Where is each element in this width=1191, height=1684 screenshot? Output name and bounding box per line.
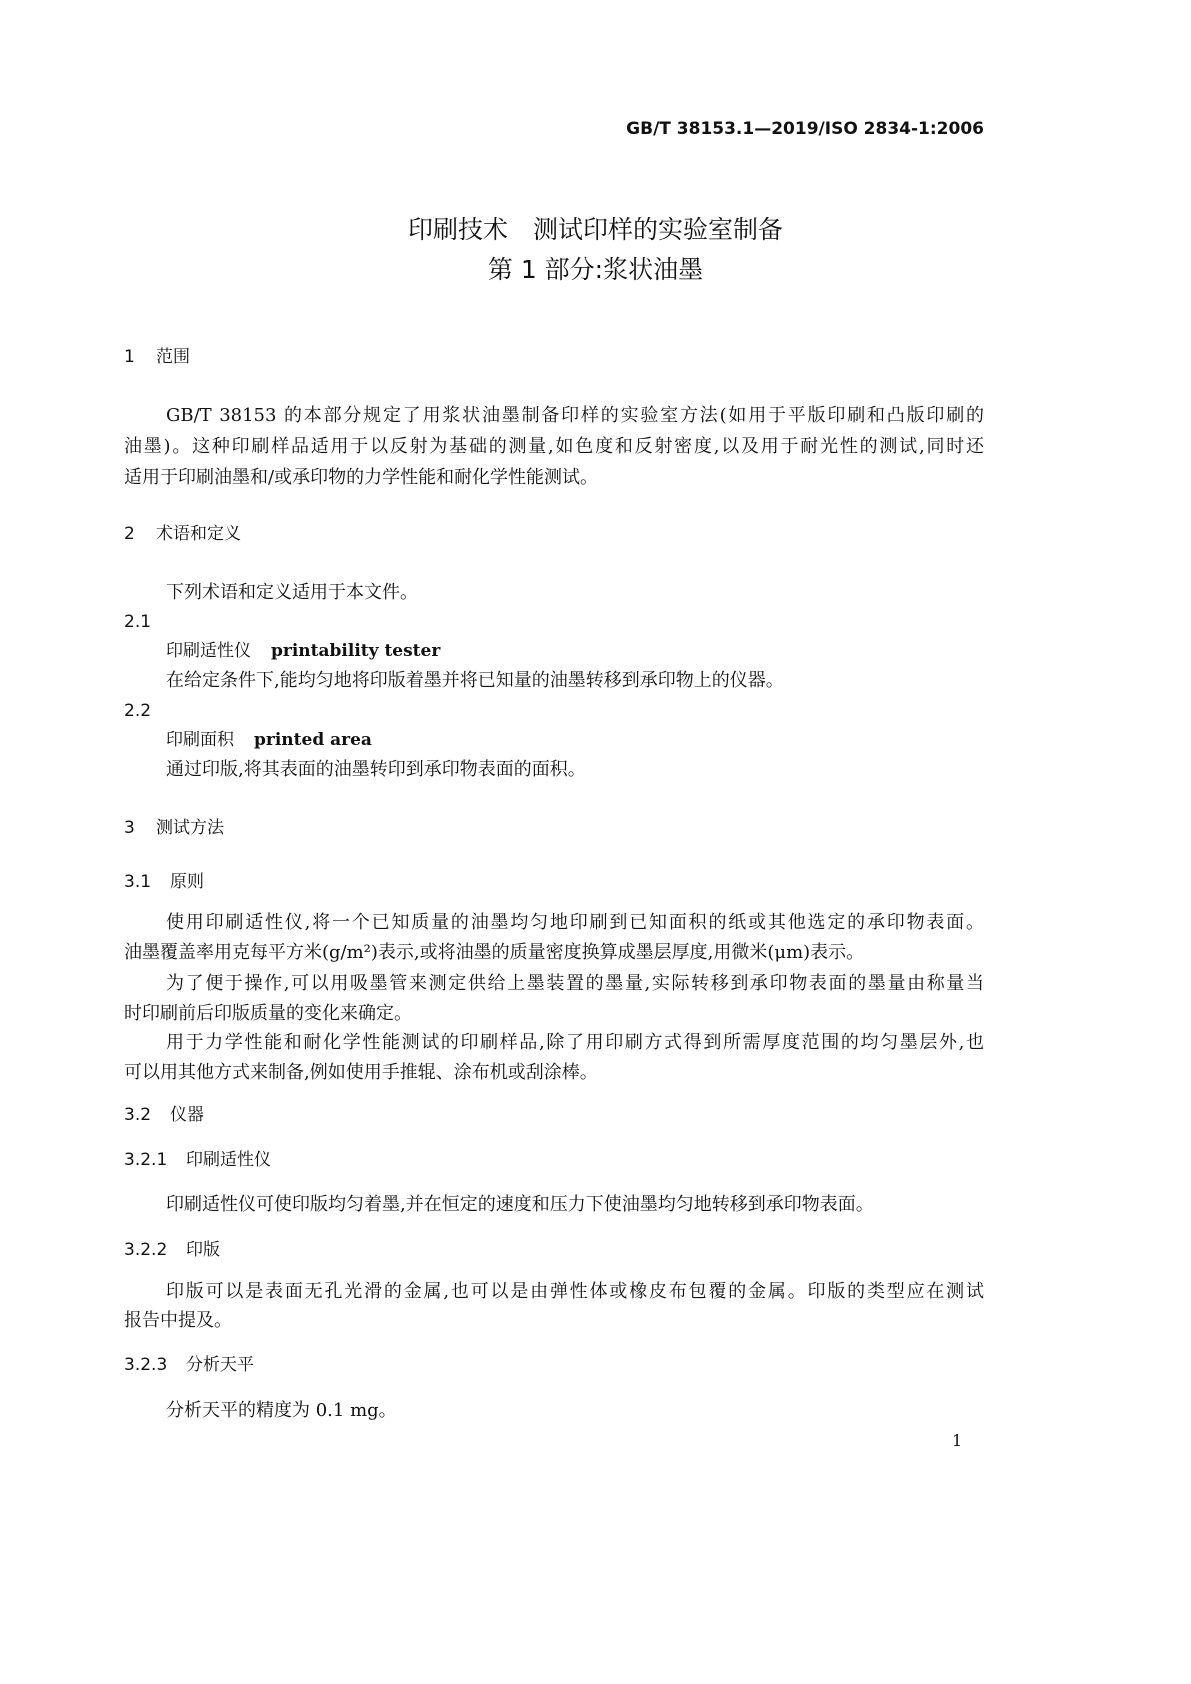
section-number: 3.2.2 bbox=[124, 1240, 168, 1260]
paragraph-line: 使用印刷适性仪,将一个已知质量的油墨均匀地印刷到已知面积的纸或其他选定的承印物表面。 bbox=[166, 912, 984, 933]
paragraph-line: GB/T 38153 的本部分规定了用浆状油墨制备印样的实验室方法(如用于平版印刷和凸版印刷的 bbox=[166, 405, 984, 426]
term-en: printability tester bbox=[271, 641, 441, 661]
paragraph-line: 油墨覆盖率用克每平方米(g/m²)表示,或将油墨的质量密度换算成墨层厚度,用微米(μm)表示。 bbox=[124, 942, 865, 963]
section-title: 测试方法 bbox=[156, 818, 224, 838]
section-title: 术语和定义 bbox=[156, 524, 241, 544]
term-entry bbox=[166, 640, 440, 662]
paragraph-line: 报告中提及。 bbox=[124, 1310, 232, 1331]
section-title: 印刷适性仪 bbox=[186, 1150, 271, 1170]
term-number: 2.2 bbox=[124, 701, 152, 721]
paragraph-line: 用于力学性能和耐化学性能测试的印刷样品,除了用印刷方式得到所需厚度范围的均匀墨层外,也 bbox=[166, 1032, 984, 1053]
section-number: 2 bbox=[124, 524, 135, 544]
paragraph-line: 油墨)。这种印刷样品适用于以反射为基础的测量,如色度和反射密度,以及用于耐光性的测试,同时还 bbox=[124, 436, 984, 457]
section-number: 3.1 bbox=[124, 872, 152, 892]
term-en: printed area bbox=[254, 730, 372, 750]
section-3-1-heading bbox=[124, 871, 204, 893]
section-title: 仪器 bbox=[170, 1105, 204, 1125]
section-title: 原则 bbox=[170, 872, 204, 892]
section-3-2-2-heading bbox=[124, 1239, 220, 1261]
section-3-2-3-heading bbox=[124, 1354, 254, 1376]
standard-code: GB/T 38153.1—2019/ISO 2834-1:2006 bbox=[626, 119, 984, 139]
section-number: 1 bbox=[124, 347, 135, 367]
term-definition: 通过印版,将其表面的油墨转印到承印物表面的面积。 bbox=[166, 759, 586, 780]
title-line-1: 印刷技术 测试印样的实验室制备 bbox=[407, 215, 783, 244]
section-title: 印版 bbox=[186, 1240, 220, 1260]
paragraph-line: 可以用其他方式来制备,例如使用手推辊、涂布机或刮涂棒。 bbox=[124, 1062, 598, 1083]
paragraph-line: 为了便于操作,可以用吸墨管来测定供给上墨装置的墨量,实际转移到承印物表面的墨量由称量当 bbox=[166, 973, 984, 994]
title-line-2: 第 1 部分:浆状油墨 bbox=[487, 255, 704, 284]
paragraph-line: 时印刷前后印版质量的变化来确定。 bbox=[124, 1003, 412, 1024]
term-zh: 印刷面积 bbox=[166, 730, 234, 750]
paragraph-line: 下列术语和定义适用于本文件。 bbox=[166, 582, 418, 603]
section-3-heading bbox=[124, 817, 224, 839]
section-number: 3.2.1 bbox=[124, 1150, 168, 1170]
section-number: 3.2.3 bbox=[124, 1355, 168, 1375]
paragraph-line: 印版可以是表面无孔光滑的金属,也可以是由弹性体或橡皮布包覆的金属。印版的类型应在测试 bbox=[166, 1281, 984, 1302]
page-number: 1 bbox=[952, 1431, 963, 1450]
section-3-2-heading bbox=[124, 1104, 204, 1126]
section-number: 3.2 bbox=[124, 1105, 152, 1125]
section-2-heading bbox=[124, 523, 241, 545]
section-3-2-1-heading bbox=[124, 1149, 271, 1171]
paragraph-line: 分析天平的精度为 0.1 mg。 bbox=[166, 1400, 397, 1421]
section-title: 范围 bbox=[156, 347, 190, 367]
term-zh: 印刷适性仪 bbox=[166, 641, 251, 661]
term-entry bbox=[166, 729, 372, 751]
paragraph-line: 印刷适性仪可使印版均匀着墨,并在恒定的速度和压力下使油墨均匀地转移到承印物表面。 bbox=[166, 1194, 874, 1215]
section-1-heading bbox=[124, 346, 190, 368]
section-title: 分析天平 bbox=[186, 1355, 254, 1375]
term-definition: 在给定条件下,能均匀地将印版着墨并将已知量的油墨转移到承印物上的仪器。 bbox=[166, 670, 784, 691]
section-number: 3 bbox=[124, 818, 135, 838]
term-number: 2.1 bbox=[124, 612, 152, 632]
paragraph-line: 适用于印刷油墨和/或承印物的力学性能和耐化学性能测试。 bbox=[124, 467, 599, 488]
